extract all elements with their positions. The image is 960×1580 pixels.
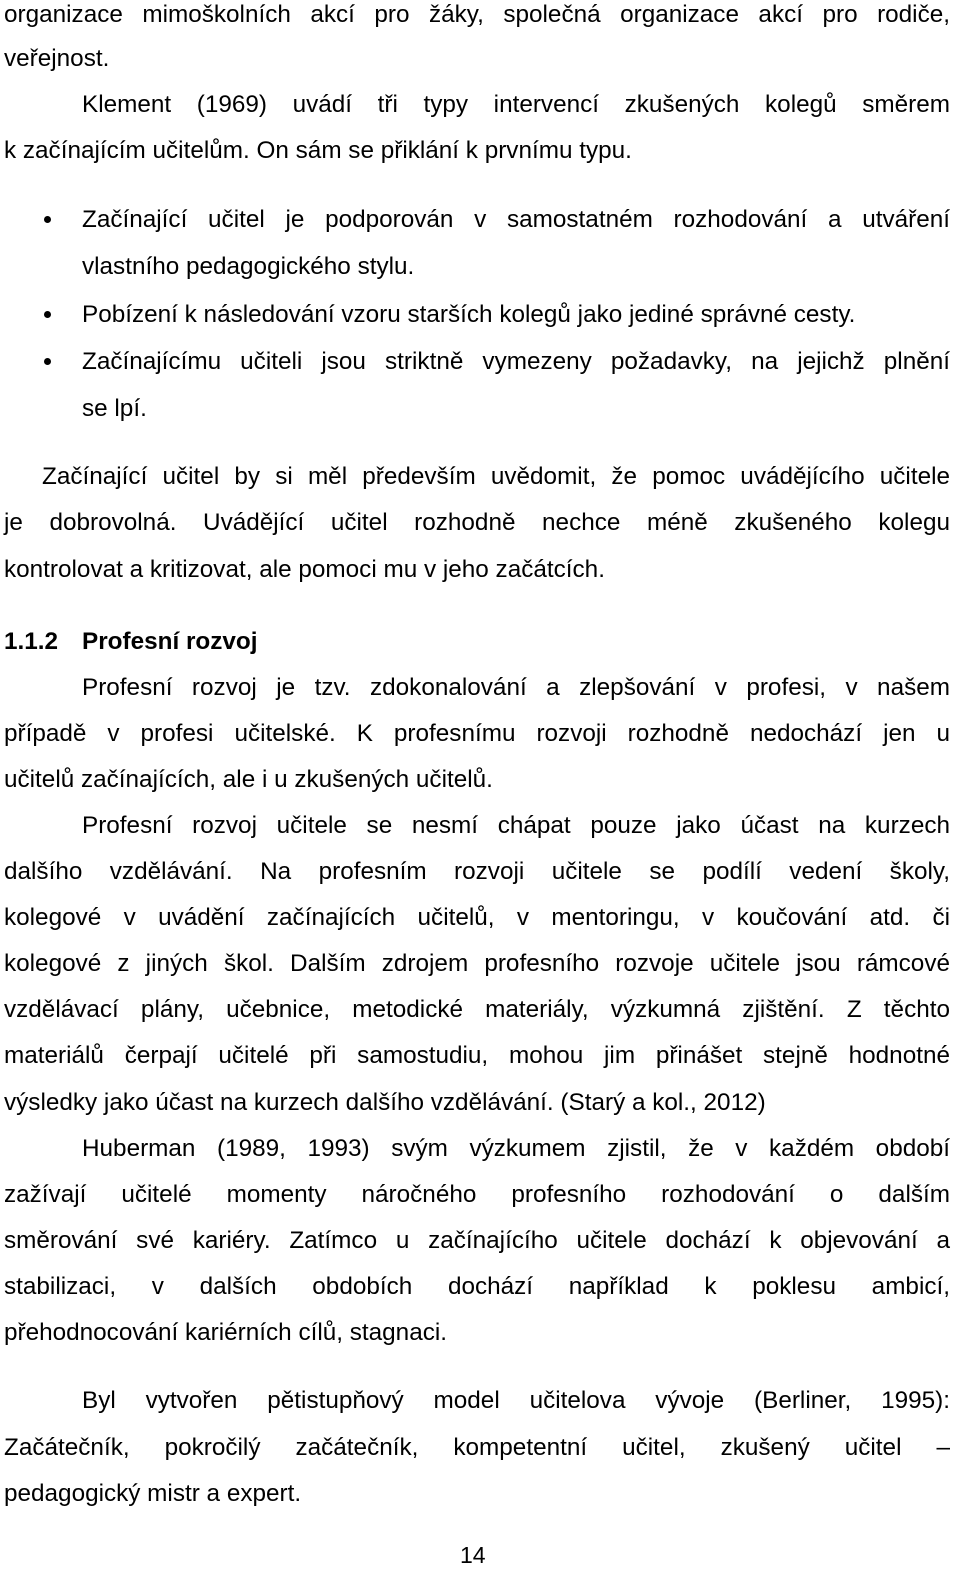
text-line: dalšího vzdělávání. Na profesním rozvoji učitele se podílí vedení školy, xyxy=(4,858,950,885)
text-line: přehodnocování kariérních cílů, stagnaci. xyxy=(4,1319,448,1346)
document-page xyxy=(4,0,950,1580)
bullet-icon xyxy=(44,216,51,223)
text-line: kontrolovat a kritizovat, ale pomoci mu v jeho začátcích. xyxy=(4,556,605,583)
text-line: kolegové z jiných škol. Dalším zdrojem profesního rozvoje učitele jsou rámcové xyxy=(4,950,950,977)
text-line: učitelů začínajících, ale i u zkušených učitelů. xyxy=(4,766,493,793)
bullet-icon xyxy=(44,358,51,365)
list-item: se lpí. xyxy=(82,395,147,422)
page-number: 14 xyxy=(460,1542,486,1568)
list-item: vlastního pedagogického stylu. xyxy=(82,253,415,280)
section-title: Profesní rozvoj xyxy=(82,628,258,655)
section-heading xyxy=(4,627,950,667)
text-line: materiálů čerpají učitelé při samostudiu, mohou jim přinášet stejně hodnotné xyxy=(4,1042,950,1069)
text-line: směrování své kariéry. Zatímco u začínajícího učitele dochází k objevování a xyxy=(4,1227,950,1254)
text-line: Profesní rozvoj učitele se nesmí chápat pouze jako účast na kurzech xyxy=(82,812,950,839)
text-line: pedagogický mistr a expert. xyxy=(4,1480,302,1507)
text-line: výsledky jako účast na kurzech dalšího vzdělávání. (Starý a kol., 2012) xyxy=(4,1089,766,1116)
list-item: Začínajícímu učiteli jsou striktně vymezeny požadavky, na jejichž plnění xyxy=(82,348,950,375)
text-line: Začátečník, pokročilý začátečník, kompetentní učitel, zkušený učitel – xyxy=(4,1434,950,1461)
text-line: Začínající učitel by si měl především uvědomit, že pomoc uvádějícího učitele xyxy=(42,463,950,490)
text-line: Profesní rozvoj je tzv. zdokonalování a zlepšování v profesi, v našem xyxy=(82,674,950,701)
text-line: Huberman (1989, 1993) svým výzkumem zjistil, že v každém období xyxy=(82,1135,950,1162)
list-item: Pobízení k následování vzoru starších kolegů jako jediné správné cesty. xyxy=(82,301,856,328)
text-line: veřejnost. xyxy=(4,45,110,72)
text-line: Klement (1969) uvádí tři typy intervencí zkušených kolegů směrem xyxy=(82,91,950,118)
text-line: je dobrovolná. Uvádějící učitel rozhodně nechce méně zkušeného kolegu xyxy=(4,509,950,536)
text-line: vzdělávací plány, učebnice, metodické materiály, výzkumná zjištění. Z těchto xyxy=(4,996,950,1023)
section-number: 1.1.2 xyxy=(4,628,59,655)
text-line: případě v profesi učitelské. K profesnímu rozvoji rozhodně nedochází jen u xyxy=(4,720,950,747)
text-line: organizace mimoškolních akcí pro žáky, společná organizace akcí pro rodiče, xyxy=(4,1,950,28)
text-line: kolegové v uvádění začínajících učitelů, v mentoringu, v koučování atd. či xyxy=(4,904,950,931)
text-line: stabilizaci, v dalších obdobích dochází například k poklesu ambicí, xyxy=(4,1273,950,1300)
list-item: Začínající učitel je podporován v samostatném rozhodování a utváření xyxy=(82,206,950,233)
text-line: k začínajícím učitelům. On sám se přiklání k prvnímu typu. xyxy=(4,137,632,164)
text-line: zažívají učitelé momenty náročného profesního rozhodování o dalším xyxy=(4,1181,950,1208)
text-line: Byl vytvořen pětistupňový model učitelova vývoje (Berliner, 1995): xyxy=(82,1387,950,1414)
bullet-icon xyxy=(44,311,51,318)
